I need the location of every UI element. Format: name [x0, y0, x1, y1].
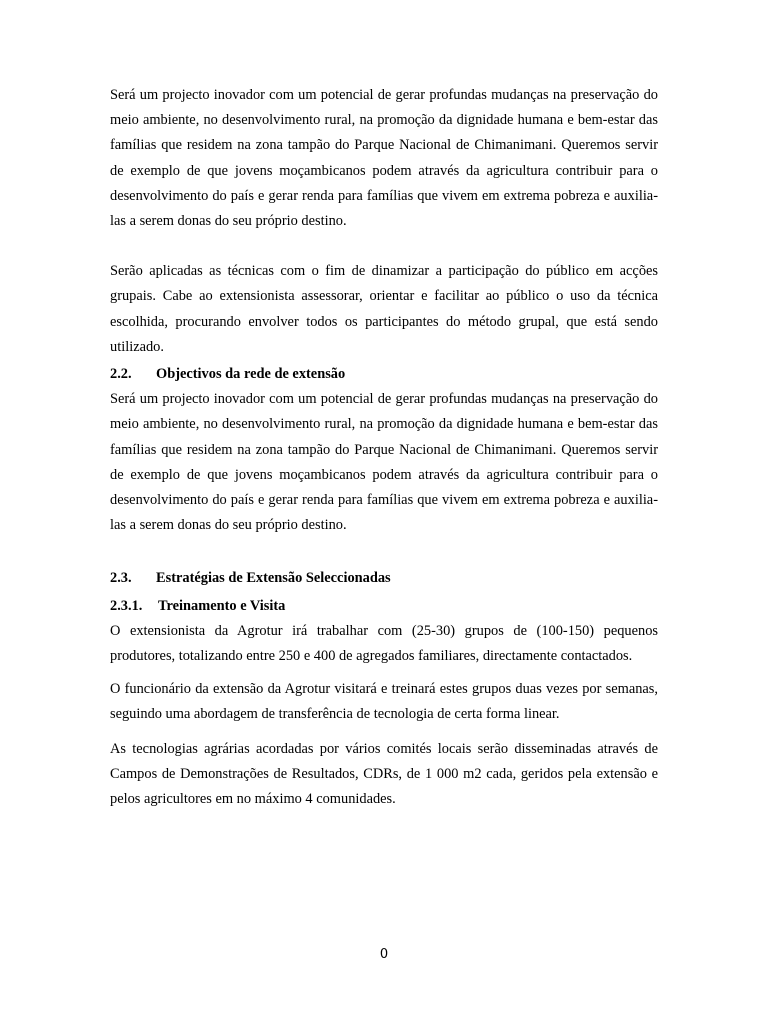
section-title: Estratégias de Extensão Seleccionadas	[156, 570, 391, 587]
paragraph-intro-2: Serão aplicadas as técnicas com o fim de dinamizar a participação do público em acções grupais. Cabe ao extensionista assessorar, orientar e facilitar ao público o uso da técnica escolhida, procurando envolver todos os participantes do método grupal, que está sendo utilizado.	[110, 263, 658, 355]
section-number: 2.2.	[110, 366, 132, 383]
section-title: Treinamento e Visita	[158, 597, 286, 614]
paragraph-training-2: O funcionário da extensão da Agrotur visitará e treinará estes grupos duas vezes por semanas, seguindo uma abordagem de transferência de tecnologia de certa forma linear.	[110, 681, 658, 723]
section-heading-2-2	[110, 362, 658, 387]
section-heading-2-3	[110, 566, 658, 591]
paragraph-objectives: Será um projecto inovador com um potencial de gerar profundas mudanças na preservação do meio ambiente, no desenvolvimento rural, na promoção da dignidade humana e bem-estar das famílias que residem na zona tampão do Parque Nacional de Chimanimani. Queremos servir de exemplo de que jovens moçambicanos podem através da agricultura contribuir para o desenvolvimento do país e gerar renda para famílias que vivem em extrema pobreza e auxilia-las a serem donas do seu próprio destino.	[110, 391, 658, 534]
page-number: 0	[379, 947, 389, 962]
section-number: 2.3.	[110, 570, 132, 587]
paragraph-training-3: As tecnologias agrárias acordadas por vários comités locais serão disseminadas através de Campos de Demonstrações de Resultados, CDRs, de 1 000 m2 cada, geridos pela extensão e pelos agricultores em no máximo 4 comunidades.	[110, 740, 658, 808]
paragraph-intro-1: Será um projecto inovador com um potencial de gerar profundas mudanças na preservação do meio ambiente, no desenvolvimento rural, na promoção da dignidade humana e bem-estar das famílias que residem na zona tampão do Parque Nacional de Chimanimani. Queremos servir de exemplo de que jovens moçambicanos podem através da agricultura contribuir para o desenvolvimento do país e gerar renda para famílias que vivem em extrema pobreza e auxilia-las a serem donas do seu próprio destino.	[110, 87, 658, 230]
section-heading-2-3-1	[110, 594, 658, 619]
section-number: 2.3.1.	[110, 597, 143, 614]
section-title: Objectivos da rede de extensão	[156, 366, 346, 383]
paragraph-training-1: O extensionista da Agrotur irá trabalhar com (25-30) grupos de (100-150) pequenos produtores, totalizando entre 250 e 400 de agregados familiares, directamente contactados.	[110, 622, 658, 665]
document-page	[110, 83, 658, 812]
